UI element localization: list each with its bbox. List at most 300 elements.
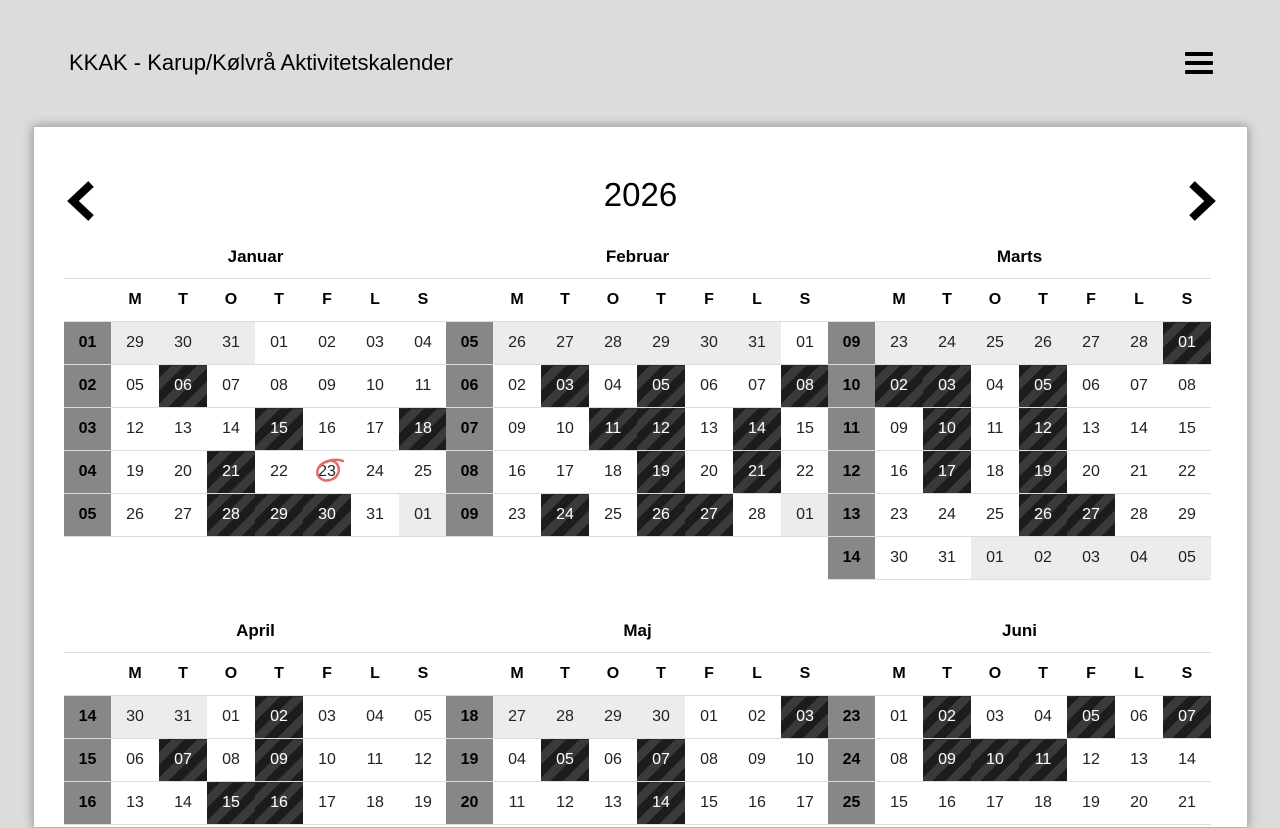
day-number: 04 — [366, 708, 384, 725]
day-number: 14 — [1178, 751, 1196, 768]
week-number[interactable]: 06 — [446, 365, 493, 408]
day-number: 27 — [508, 708, 526, 725]
week-row — [64, 739, 447, 782]
week-number[interactable]: 19 — [446, 739, 493, 782]
day-cell[interactable] — [207, 696, 255, 739]
day-cell-with-events[interactable] — [1019, 451, 1067, 494]
week-row — [64, 322, 447, 365]
day-cell-with-events[interactable] — [923, 696, 971, 739]
day-number: 12 — [1034, 420, 1052, 437]
day-cell-with-events[interactable] — [303, 494, 351, 537]
week-number[interactable]: 23 — [828, 696, 875, 739]
site-title[interactable]: KKAK - Karup/Kølvrå Aktivitetskalender — [69, 50, 453, 75]
day-cell-other-month[interactable] — [589, 696, 637, 739]
day-cell[interactable] — [971, 782, 1019, 825]
chevron-right-icon[interactable] — [1179, 176, 1219, 226]
day-number: 05 — [652, 377, 670, 394]
day-cell-other-month[interactable] — [1019, 322, 1067, 365]
day-number: 02 — [318, 334, 336, 351]
day-number: 22 — [796, 463, 814, 480]
day-number: 11 — [414, 377, 432, 394]
day-cell[interactable] — [1115, 696, 1163, 739]
day-cell[interactable] — [159, 408, 207, 451]
day-number: 03 — [938, 377, 956, 394]
day-cell[interactable] — [1163, 782, 1211, 825]
day-cell[interactable] — [159, 782, 207, 825]
day-cell[interactable] — [541, 451, 589, 494]
day-cell-other-month[interactable] — [875, 322, 923, 365]
day-cell[interactable] — [1163, 739, 1211, 782]
day-cell-with-events[interactable] — [875, 365, 923, 408]
day-cell-with-events[interactable] — [1163, 322, 1211, 365]
day-cell-with-events[interactable] — [207, 782, 255, 825]
day-cell[interactable] — [351, 322, 399, 365]
day-cell[interactable] — [1115, 365, 1163, 408]
day-cell[interactable] — [111, 365, 159, 408]
day-number: 05 — [1178, 549, 1196, 566]
day-cell[interactable] — [493, 782, 541, 825]
day-cell-with-events[interactable] — [159, 739, 207, 782]
day-cell[interactable] — [1115, 408, 1163, 451]
week-number[interactable]: 24 — [828, 739, 875, 782]
day-cell-other-month[interactable] — [1163, 537, 1211, 580]
day-cell-other-month[interactable] — [589, 322, 637, 365]
day-number: 28 — [604, 334, 622, 351]
day-number: 13 — [604, 794, 622, 811]
day-cell[interactable] — [1115, 782, 1163, 825]
day-number: 02 — [1034, 549, 1052, 566]
day-number: 12 — [1082, 751, 1100, 768]
day-cell[interactable] — [159, 494, 207, 537]
day-cell[interactable] — [493, 494, 541, 537]
week-number[interactable]: 05 — [446, 322, 493, 365]
day-cell-other-month[interactable] — [637, 322, 685, 365]
day-number: 26 — [1034, 334, 1052, 351]
weekday-header: L — [733, 653, 781, 696]
day-cell[interactable] — [875, 451, 923, 494]
day-cell[interactable] — [111, 451, 159, 494]
day-cell-with-events[interactable] — [1019, 494, 1067, 537]
day-cell[interactable] — [351, 739, 399, 782]
week-number[interactable]: 10 — [828, 365, 875, 408]
day-cell-with-events[interactable] — [781, 696, 829, 739]
day-number: 05 — [1082, 708, 1100, 725]
day-number: 08 — [1178, 377, 1196, 394]
day-number: 13 — [700, 420, 718, 437]
day-cell[interactable] — [733, 696, 781, 739]
day-cell-with-events[interactable] — [541, 365, 589, 408]
day-cell-with-events[interactable] — [399, 408, 447, 451]
day-cell-with-events[interactable] — [255, 494, 303, 537]
day-number: 19 — [1034, 463, 1052, 480]
day-cell[interactable] — [589, 451, 637, 494]
day-number: 24 — [556, 506, 574, 523]
day-cell-with-events[interactable] — [541, 494, 589, 537]
weekday-header: F — [303, 279, 351, 322]
day-cell-other-month[interactable] — [1115, 537, 1163, 580]
day-number: 01 — [270, 334, 288, 351]
weekday-header: L — [1115, 279, 1163, 322]
day-cell[interactable] — [255, 322, 303, 365]
day-cell-with-events[interactable] — [637, 451, 685, 494]
day-number: 14 — [222, 420, 240, 437]
day-cell-other-month[interactable] — [541, 322, 589, 365]
day-cell[interactable] — [351, 782, 399, 825]
week-number[interactable]: 11 — [828, 408, 875, 451]
day-number: 06 — [174, 377, 192, 394]
day-cell-other-month[interactable] — [493, 696, 541, 739]
day-number: 10 — [986, 751, 1004, 768]
week-number[interactable]: 20 — [446, 782, 493, 825]
month-table — [828, 653, 1211, 825]
day-cell[interactable] — [351, 451, 399, 494]
day-cell[interactable] — [685, 739, 733, 782]
day-number: 25 — [414, 463, 432, 480]
day-number: 01 — [986, 549, 1004, 566]
day-cell-with-events[interactable] — [685, 494, 733, 537]
day-number: 13 — [1082, 420, 1100, 437]
day-cell[interactable] — [493, 365, 541, 408]
day-number: 03 — [1082, 549, 1100, 566]
day-cell-other-month[interactable] — [207, 322, 255, 365]
day-cell-other-month[interactable] — [541, 696, 589, 739]
day-number: 07 — [174, 751, 192, 768]
weekday-header: L — [351, 279, 399, 322]
day-cell-with-events[interactable] — [637, 408, 685, 451]
day-cell[interactable] — [351, 365, 399, 408]
day-cell[interactable] — [1019, 696, 1067, 739]
day-number: 20 — [174, 463, 192, 480]
day-cell[interactable] — [1115, 494, 1163, 537]
day-cell[interactable] — [493, 739, 541, 782]
day-number: 27 — [174, 506, 192, 523]
month-title: Maj — [446, 609, 829, 653]
day-cell[interactable] — [493, 451, 541, 494]
day-cell[interactable] — [1163, 494, 1211, 537]
week-number[interactable]: 16 — [64, 782, 111, 825]
week-row — [64, 365, 447, 408]
day-cell-other-month[interactable] — [493, 322, 541, 365]
day-cell-with-events[interactable] — [923, 365, 971, 408]
week-row — [446, 739, 829, 782]
day-cell-other-month[interactable] — [111, 696, 159, 739]
day-number: 05 — [126, 377, 144, 394]
day-number: 28 — [556, 708, 574, 725]
day-cell[interactable] — [399, 739, 447, 782]
week-number[interactable]: 12 — [828, 451, 875, 494]
day-cell[interactable] — [781, 451, 829, 494]
day-cell[interactable] — [589, 782, 637, 825]
day-number: 10 — [366, 377, 384, 394]
day-cell-other-month[interactable] — [111, 322, 159, 365]
day-cell[interactable] — [1115, 451, 1163, 494]
week-number[interactable]: 07 — [446, 408, 493, 451]
day-number: 11 — [604, 420, 622, 437]
day-cell[interactable] — [875, 494, 923, 537]
weekday-header: S — [399, 279, 447, 322]
day-cell[interactable] — [685, 696, 733, 739]
day-number: 15 — [890, 794, 908, 811]
day-number: 04 — [414, 334, 432, 351]
day-number: 07 — [652, 751, 670, 768]
day-number: 30 — [174, 334, 192, 351]
day-number: 06 — [1082, 377, 1100, 394]
day-cell-with-events[interactable] — [923, 408, 971, 451]
day-cell-with-events[interactable] — [255, 739, 303, 782]
day-cell-other-month[interactable] — [923, 322, 971, 365]
day-cell[interactable] — [781, 782, 829, 825]
day-cell[interactable] — [971, 365, 1019, 408]
day-cell-with-events[interactable] — [1067, 494, 1115, 537]
weekday-header: O — [207, 279, 255, 322]
day-cell-with-events[interactable] — [637, 782, 685, 825]
day-cell[interactable] — [1163, 451, 1211, 494]
day-cell-with-events[interactable] — [1163, 696, 1211, 739]
day-cell[interactable] — [159, 451, 207, 494]
day-number: 17 — [986, 794, 1004, 811]
day-number: 23 — [508, 506, 526, 523]
day-cell-with-events[interactable] — [923, 739, 971, 782]
day-cell-other-month[interactable] — [1019, 537, 1067, 580]
day-cell-with-events[interactable] — [255, 408, 303, 451]
day-cell[interactable] — [1067, 451, 1115, 494]
weekday-header: T — [923, 279, 971, 322]
day-cell-with-events[interactable] — [159, 365, 207, 408]
day-cell[interactable] — [875, 739, 923, 782]
week-number[interactable]: 14 — [64, 696, 111, 739]
day-cell[interactable] — [589, 739, 637, 782]
day-number: 06 — [1130, 708, 1148, 725]
day-cell[interactable] — [875, 696, 923, 739]
day-cell-with-events[interactable] — [589, 408, 637, 451]
day-cell[interactable] — [303, 782, 351, 825]
day-cell-other-month[interactable] — [733, 322, 781, 365]
day-cell[interactable] — [303, 696, 351, 739]
day-cell[interactable] — [923, 537, 971, 580]
day-cell-with-events[interactable] — [1019, 739, 1067, 782]
week-number[interactable]: 08 — [446, 451, 493, 494]
day-cell[interactable] — [111, 494, 159, 537]
week-number[interactable]: 09 — [446, 494, 493, 537]
day-cell[interactable] — [971, 494, 1019, 537]
week-number[interactable]: 05 — [64, 494, 111, 537]
day-cell[interactable] — [1163, 365, 1211, 408]
day-number: 16 — [508, 463, 526, 480]
day-cell[interactable] — [971, 696, 1019, 739]
day-number: 19 — [652, 463, 670, 480]
weekday-header: T — [923, 653, 971, 696]
day-number: 24 — [366, 463, 384, 480]
day-cell[interactable] — [111, 408, 159, 451]
week-number[interactable]: 13 — [828, 494, 875, 537]
day-number: 14 — [652, 794, 670, 811]
day-cell[interactable] — [399, 322, 447, 365]
day-cell[interactable] — [111, 739, 159, 782]
day-cell[interactable] — [399, 451, 447, 494]
day-cell[interactable] — [733, 494, 781, 537]
day-number: 17 — [366, 420, 384, 437]
day-cell[interactable] — [255, 365, 303, 408]
day-cell-other-month[interactable] — [685, 322, 733, 365]
day-cell[interactable] — [207, 739, 255, 782]
day-number: 26 — [1034, 506, 1052, 523]
day-cell[interactable] — [589, 494, 637, 537]
day-cell[interactable] — [875, 408, 923, 451]
day-cell[interactable] — [399, 696, 447, 739]
day-cell-with-events[interactable] — [637, 365, 685, 408]
day-cell-with-events[interactable] — [733, 451, 781, 494]
day-cell[interactable] — [1163, 408, 1211, 451]
weekday-header: T — [1019, 279, 1067, 322]
day-number: 31 — [222, 334, 240, 351]
day-cell-other-month[interactable] — [637, 696, 685, 739]
day-cell[interactable] — [1067, 408, 1115, 451]
weekday-header: T — [1019, 653, 1067, 696]
day-cell-with-events[interactable] — [637, 739, 685, 782]
day-cell-with-events[interactable] — [733, 408, 781, 451]
day-cell-with-events[interactable] — [207, 494, 255, 537]
day-cell-with-events[interactable] — [1067, 696, 1115, 739]
day-cell[interactable] — [685, 365, 733, 408]
day-number: 06 — [700, 377, 718, 394]
day-cell[interactable] — [781, 322, 829, 365]
week-number[interactable]: 01 — [64, 322, 111, 365]
day-cell[interactable] — [971, 408, 1019, 451]
week-number[interactable]: 02 — [64, 365, 111, 408]
day-cell[interactable] — [207, 365, 255, 408]
day-number: 29 — [652, 334, 670, 351]
day-cell[interactable] — [781, 408, 829, 451]
today-circle-icon — [313, 455, 349, 487]
day-cell[interactable] — [111, 782, 159, 825]
day-cell[interactable] — [971, 451, 1019, 494]
day-cell[interactable] — [1019, 782, 1067, 825]
day-cell-with-events[interactable] — [923, 451, 971, 494]
day-number: 01 — [700, 708, 718, 725]
day-number: 03 — [796, 708, 814, 725]
day-number: 16 — [748, 794, 766, 811]
day-cell[interactable] — [399, 782, 447, 825]
day-number: 01 — [796, 334, 814, 351]
day-cell[interactable] — [589, 365, 637, 408]
day-cell-with-events[interactable] — [207, 451, 255, 494]
day-cell[interactable] — [733, 782, 781, 825]
day-number: 28 — [1130, 334, 1148, 351]
day-cell-other-month[interactable] — [1067, 322, 1115, 365]
day-cell-other-month[interactable] — [1115, 322, 1163, 365]
day-number: 16 — [318, 420, 336, 437]
day-cell[interactable] — [685, 782, 733, 825]
day-cell-other-month[interactable] — [781, 494, 829, 537]
day-cell-with-events[interactable] — [781, 365, 829, 408]
day-cell[interactable] — [1067, 365, 1115, 408]
day-cell-with-events[interactable] — [1019, 408, 1067, 451]
day-number: 22 — [1178, 463, 1196, 480]
day-cell[interactable] — [351, 408, 399, 451]
month-table — [446, 653, 829, 825]
week-row — [446, 408, 829, 451]
day-cell-with-events[interactable] — [541, 739, 589, 782]
day-cell[interactable] — [685, 451, 733, 494]
day-cell-with-events[interactable] — [1019, 365, 1067, 408]
weekday-header: S — [1163, 279, 1211, 322]
day-cell-other-month[interactable] — [1067, 537, 1115, 580]
day-cell[interactable] — [1115, 739, 1163, 782]
day-number: 07 — [748, 377, 766, 394]
week-number[interactable]: 09 — [828, 322, 875, 365]
week-number[interactable]: 04 — [64, 451, 111, 494]
day-cell[interactable] — [923, 494, 971, 537]
day-cell[interactable] — [875, 782, 923, 825]
week-number-header — [828, 279, 875, 322]
day-cell-other-month[interactable] — [971, 537, 1019, 580]
day-number: 02 — [508, 377, 526, 394]
day-cell-other-month[interactable] — [159, 322, 207, 365]
week-number[interactable]: 18 — [446, 696, 493, 739]
weekday-header: T — [541, 653, 589, 696]
day-cell[interactable] — [493, 408, 541, 451]
day-cell[interactable] — [351, 494, 399, 537]
day-cell[interactable] — [303, 365, 351, 408]
day-number: 30 — [652, 708, 670, 725]
week-number[interactable]: 03 — [64, 408, 111, 451]
day-cell-other-month[interactable] — [971, 322, 1019, 365]
day-number: 11 — [1034, 751, 1052, 768]
weekday-header: T — [159, 653, 207, 696]
day-cell-with-events[interactable] — [255, 696, 303, 739]
week-row — [64, 696, 447, 739]
day-cell[interactable] — [303, 408, 351, 451]
day-number: 10 — [796, 751, 814, 768]
week-number[interactable]: 15 — [64, 739, 111, 782]
day-cell[interactable] — [733, 739, 781, 782]
day-cell[interactable] — [255, 451, 303, 494]
day-cell[interactable] — [303, 739, 351, 782]
day-number: 03 — [318, 708, 336, 725]
day-cell-with-events[interactable] — [971, 739, 1019, 782]
day-number: 09 — [890, 420, 908, 437]
day-cell[interactable] — [303, 322, 351, 365]
day-number: 09 — [270, 751, 288, 768]
day-cell[interactable] — [1067, 739, 1115, 782]
day-cell[interactable] — [541, 782, 589, 825]
week-number[interactable]: 14 — [828, 537, 875, 580]
day-cell[interactable] — [1067, 782, 1115, 825]
day-number: 25 — [604, 506, 622, 523]
day-cell-other-month[interactable] — [399, 494, 447, 537]
day-cell-with-events[interactable] — [637, 494, 685, 537]
day-cell[interactable] — [733, 365, 781, 408]
week-number-header — [828, 653, 875, 696]
week-number[interactable]: 25 — [828, 782, 875, 825]
day-cell[interactable] — [351, 696, 399, 739]
day-cell[interactable] — [875, 537, 923, 580]
day-number: 01 — [796, 506, 814, 523]
day-cell[interactable] — [923, 782, 971, 825]
day-cell-with-events[interactable] — [255, 782, 303, 825]
day-number: 17 — [938, 463, 956, 480]
day-cell[interactable] — [303, 451, 351, 494]
day-cell[interactable] — [207, 408, 255, 451]
day-number: 09 — [318, 377, 336, 394]
hamburger-menu-icon[interactable] — [1185, 51, 1213, 75]
day-cell-other-month[interactable] — [159, 696, 207, 739]
day-cell[interactable] — [541, 408, 589, 451]
day-cell[interactable] — [685, 408, 733, 451]
day-cell[interactable] — [781, 739, 829, 782]
day-cell[interactable] — [399, 365, 447, 408]
day-number: 31 — [366, 506, 384, 523]
